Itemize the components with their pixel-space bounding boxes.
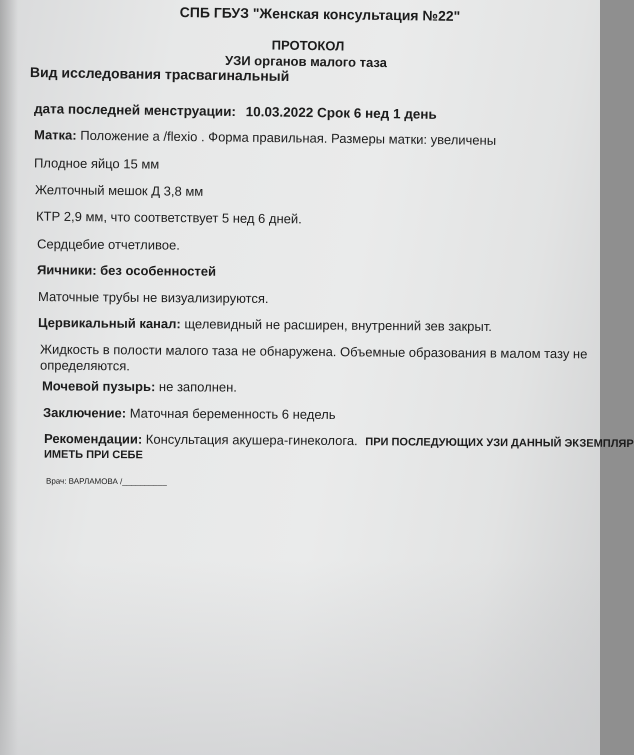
lmp-label: дата последней менструации: [33,101,237,120]
lmp-value: 10.03.2022 Срок 6 нед 1 день [245,104,437,122]
bladder-line [42,378,237,395]
fluid-line-2: определяются. [39,357,130,374]
protocol-subtitle: УЗИ органов малого таза [224,52,388,71]
ovaries-line: Яичники: без особенностей [36,262,217,279]
uterus-text: Положение а /flexio . Форма правильная. Размеры матки: увеличены [80,127,497,148]
tubes-line: Маточные трубы не визуализируются. [37,288,269,307]
protocol-title: ПРОТОКОЛ [271,37,345,54]
yolk-sac-line: Желточный мешок Д 3,8 мм [34,182,204,199]
study-type: Вид исследования трасвагинальный [29,63,290,85]
recommendations-text: Консультация акушера-гинеколога. [145,431,358,449]
conclusion-label: Заключение: [42,404,127,421]
uterus-line [34,127,496,149]
conclusion-line [43,405,336,423]
ktr-line: КТР 2,9 мм, что соответствует 5 нед 6 дней. [35,208,302,227]
clinic-name: СПБ ГБУЗ "Женская консультация №22" [179,4,461,24]
lmp-line [34,101,437,123]
cervical-text: щелевидный не расширен, внутренний зев закрыт. [184,316,492,334]
conclusion-text: Маточная беременность 6 недель [129,405,336,423]
recommendations-line-2: ИМЕТЬ ПРИ СЕБЕ [43,448,143,462]
bladder-label: Мочевой пузырь: [41,378,156,395]
doctor-signature-line: Врач: ВАРЛАМОВА /__________ [45,476,167,487]
cervical-line [38,315,492,335]
photo-lighting [0,560,600,755]
ovum-line: Плодное яйцо 15 мм [33,155,160,172]
heartbeat-line: Сердцебие отчетливое. [36,236,180,253]
recommendations-label: Рекомендации: [43,430,143,447]
cervical-label: Цервикальный канал: [37,315,181,332]
bladder-text: не заполнен. [158,379,237,395]
recommendations-bold-text: ПРИ ПОСЛЕДУЮЩИХ УЗИ ДАННЫЙ ЭКЗЕМПЛЯР [365,436,634,451]
uterus-label: Матка: [33,127,77,143]
fluid-line-1: Жидкость в полости малого таза не обнаружена. Объемные образования в малом тазу не [39,341,588,362]
